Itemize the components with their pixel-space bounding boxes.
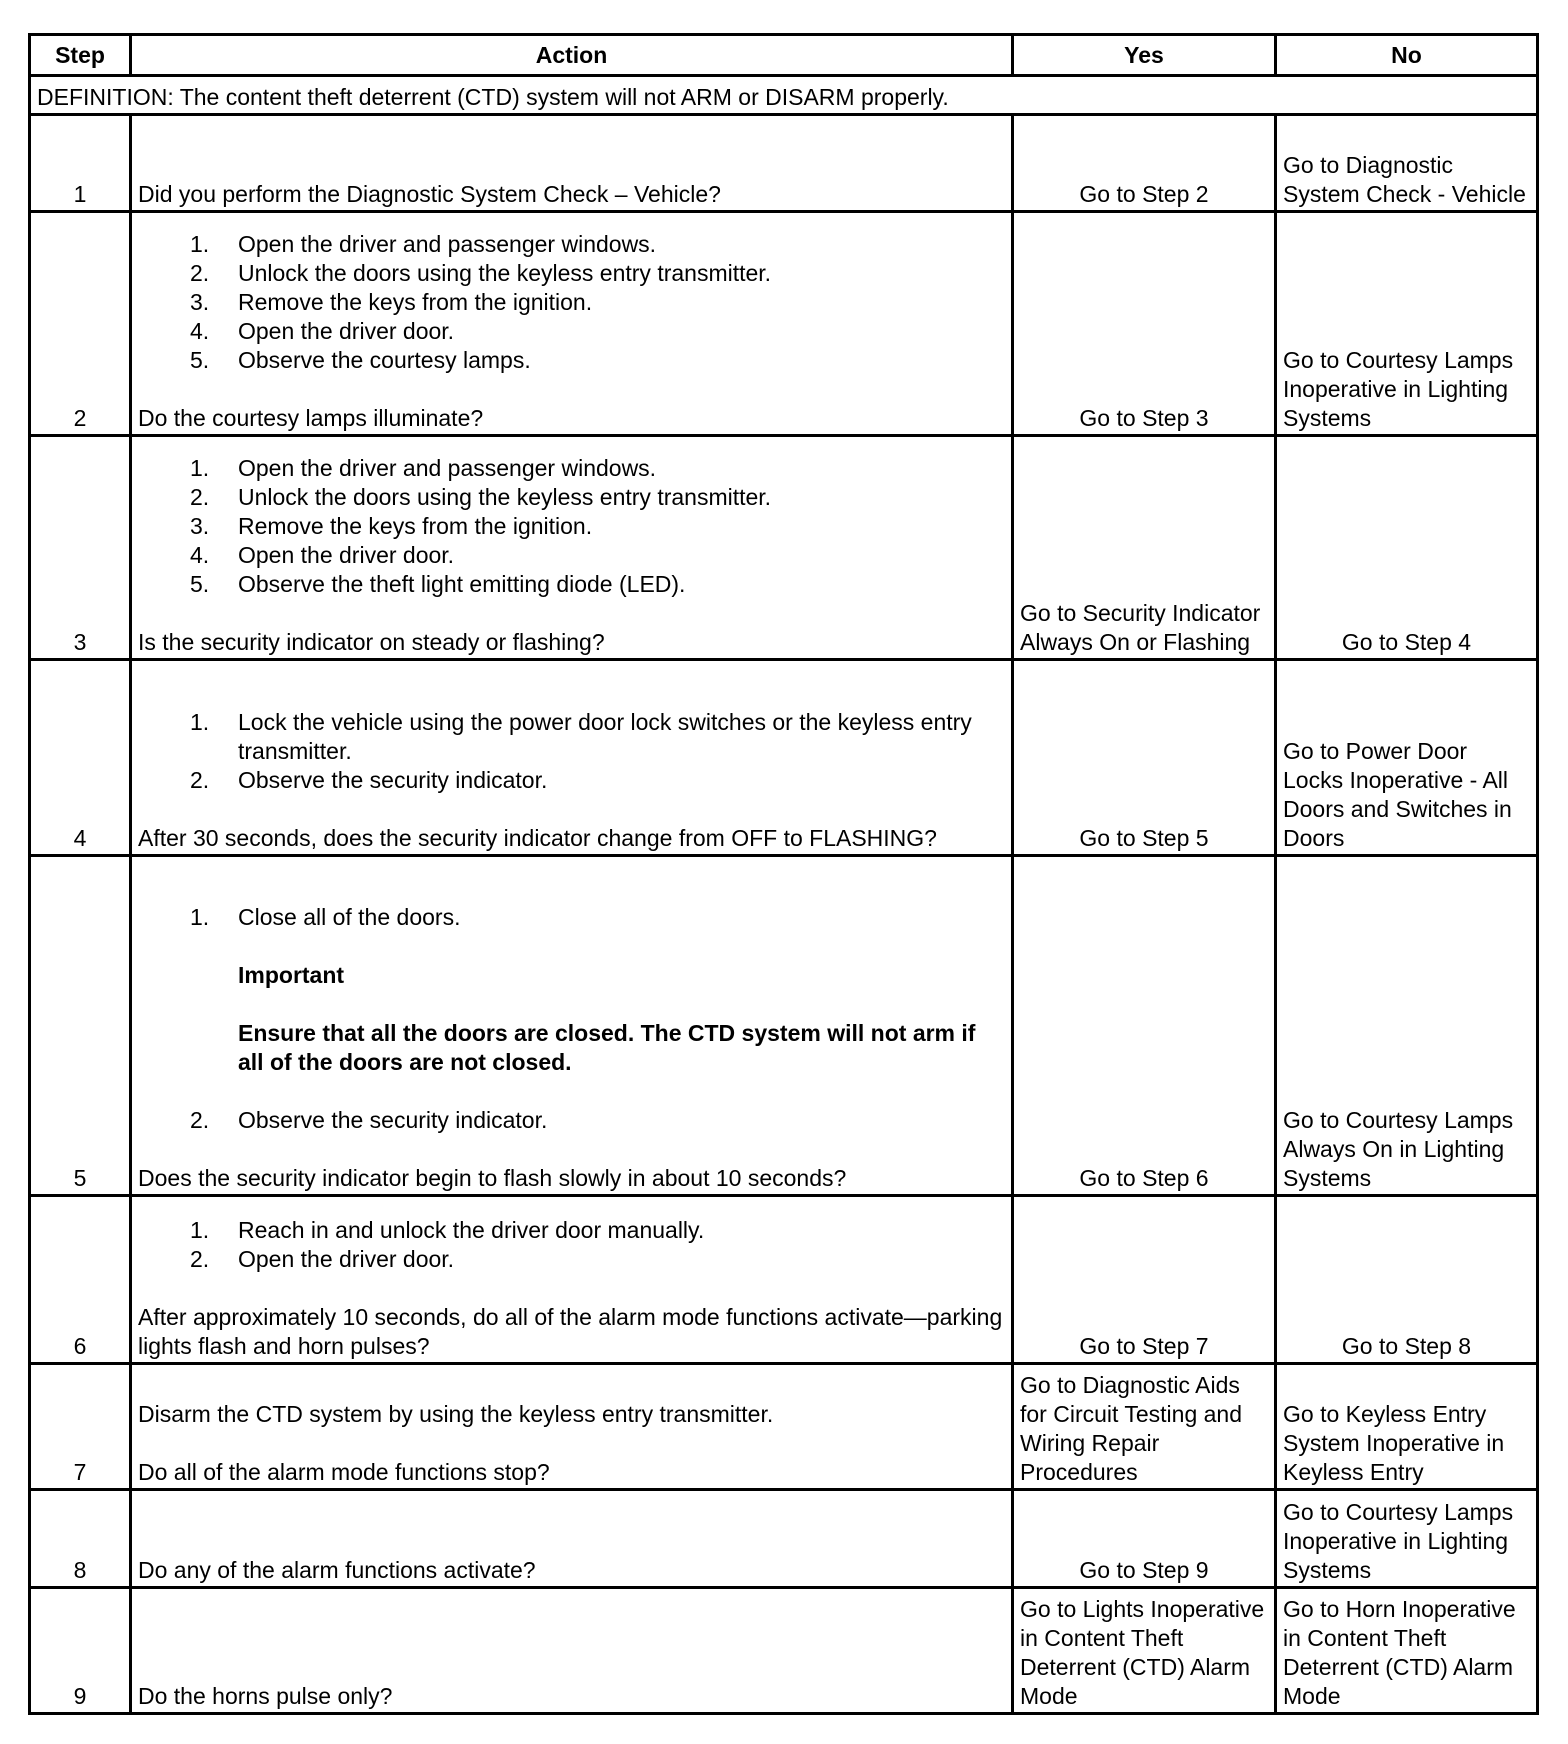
header-no: No	[1276, 35, 1538, 76]
header-step: Step	[30, 35, 131, 76]
action-cell	[131, 1588, 1013, 1714]
yes-cell: Go to Step 2	[1013, 115, 1276, 212]
important-title: Important	[238, 962, 345, 988]
no-cell: Go to Courtesy Lamps Inoperative in Lighting Systems	[1276, 1490, 1538, 1588]
no-cell: Go to Step 4	[1276, 436, 1538, 660]
diagnostic-table	[28, 33, 1539, 1715]
action-steps	[138, 230, 1005, 375]
list-item: 3. Remove the keys from the ignition.	[190, 513, 593, 539]
action-steps	[138, 708, 1005, 795]
action-question: Is the security indicator on steady or flashing?	[138, 629, 605, 655]
yes-cell: Go to Step 7	[1013, 1196, 1276, 1364]
no-cell: Go to Courtesy Lamps Always On in Lighting Systems	[1276, 856, 1538, 1196]
action-question: After approximately 10 seconds, do all of the alarm mode functions activate—parking lights flash and horn pulses?	[138, 1304, 1003, 1359]
list-item: 2. Unlock the doors using the keyless entry transmitter.	[190, 484, 772, 510]
list-item: 4. Open the driver door.	[190, 542, 455, 568]
step-number: 3	[30, 436, 131, 660]
action-cell	[131, 212, 1013, 436]
no-cell: Go to Diagnostic System Check - Vehicle	[1276, 115, 1538, 212]
step-number: 4	[30, 660, 131, 856]
step-number: 8	[30, 1490, 131, 1588]
important-note	[190, 932, 1005, 1106]
action-question: Do all of the alarm mode functions stop?	[138, 1459, 550, 1485]
table-row	[30, 856, 1538, 1196]
list-item: 1. Open the driver and passenger windows.	[190, 455, 657, 481]
table-row	[30, 436, 1538, 660]
definition-text: DEFINITION: The content theft deterrent (CTD) system will not ARM or DISARM properly.	[30, 76, 1538, 115]
list-item: 1. Lock the vehicle using the power door lock switches or the keyless entry transmitter.	[190, 709, 972, 764]
list-item: 2. Open the driver door.	[190, 1246, 455, 1272]
step-number: 7	[30, 1364, 131, 1490]
step-number: 6	[30, 1196, 131, 1364]
list-item: 1. Reach in and unlock the driver door manually.	[190, 1217, 705, 1243]
action-steps	[138, 1216, 1005, 1274]
action-intro: Disarm the CTD system by using the keyless entry transmitter.	[138, 1401, 774, 1427]
header-yes: Yes	[1013, 35, 1276, 76]
table-row	[30, 1588, 1538, 1714]
step-number: 2	[30, 212, 131, 436]
yes-cell: Go to Step 5	[1013, 660, 1276, 856]
table-row	[30, 660, 1538, 856]
list-item: 4. Open the driver door.	[190, 318, 455, 344]
action-question: After 30 seconds, does the security indicator change from OFF to FLASHING?	[138, 825, 937, 851]
list-item: 1. Open the driver and passenger windows.	[190, 231, 657, 257]
table-row	[30, 212, 1538, 436]
no-cell: Go to Horn Inoperative in Content Theft Deterrent (CTD) Alarm Mode	[1276, 1588, 1538, 1714]
action-steps	[138, 454, 1005, 599]
step-number: 9	[30, 1588, 131, 1714]
action-cell	[131, 1490, 1013, 1588]
table-row	[30, 1196, 1538, 1364]
action-question: Do any of the alarm functions activate?	[138, 1557, 536, 1583]
step-number: 1	[30, 115, 131, 212]
action-steps	[138, 903, 1005, 1135]
action-cell	[131, 1364, 1013, 1490]
no-cell: Go to Keyless Entry System Inoperative in Keyless Entry	[1276, 1364, 1538, 1490]
yes-cell: Go to Step 3	[1013, 212, 1276, 436]
list-item: 2. Unlock the doors using the keyless entry transmitter.	[190, 260, 772, 286]
definition-row	[30, 76, 1538, 115]
yes-cell: Go to Lights Inoperative in Content Theft Deterrent (CTD) Alarm Mode	[1013, 1588, 1276, 1714]
header-action: Action	[131, 35, 1013, 76]
no-cell: Go to Step 8	[1276, 1196, 1538, 1364]
action-cell	[131, 1196, 1013, 1364]
list-item: 2. Observe the security indicator.	[190, 767, 548, 793]
header-row	[30, 35, 1538, 76]
no-cell: Go to Courtesy Lamps Inoperative in Lighting Systems	[1276, 212, 1538, 436]
yes-cell: Go to Security Indicator Always On or Flashing	[1013, 436, 1276, 660]
list-item: 1. Close all of the doors.	[190, 904, 461, 930]
yes-cell: Go to Step 9	[1013, 1490, 1276, 1588]
table-row	[30, 1490, 1538, 1588]
action-cell	[131, 856, 1013, 1196]
step-number: 5	[30, 856, 131, 1196]
action-cell	[131, 436, 1013, 660]
action-cell	[131, 115, 1013, 212]
important-text: Ensure that all the doors are closed. The CTD system will not arm if all of the doors are not closed.	[238, 1020, 976, 1075]
table-row	[30, 1364, 1538, 1490]
yes-cell: Go to Step 6	[1013, 856, 1276, 1196]
action-question: Do the courtesy lamps illuminate?	[138, 405, 484, 431]
no-cell: Go to Power Door Locks Inoperative - All Doors and Switches in Doors	[1276, 660, 1538, 856]
list-item: 2. Observe the security indicator.	[190, 1107, 548, 1133]
action-question: Do the horns pulse only?	[138, 1683, 393, 1709]
list-item: 5. Observe the theft light emitting diode (LED).	[190, 571, 686, 597]
list-item: 3. Remove the keys from the ignition.	[190, 289, 593, 315]
list-item: 5. Observe the courtesy lamps.	[190, 347, 531, 373]
yes-cell: Go to Diagnostic Aids for Circuit Testing and Wiring Repair Procedures	[1013, 1364, 1276, 1490]
table-row	[30, 115, 1538, 212]
action-question: Did you perform the Diagnostic System Check – Vehicle?	[138, 181, 721, 207]
action-question: Does the security indicator begin to flash slowly in about 10 seconds?	[138, 1165, 847, 1191]
action-cell	[131, 660, 1013, 856]
